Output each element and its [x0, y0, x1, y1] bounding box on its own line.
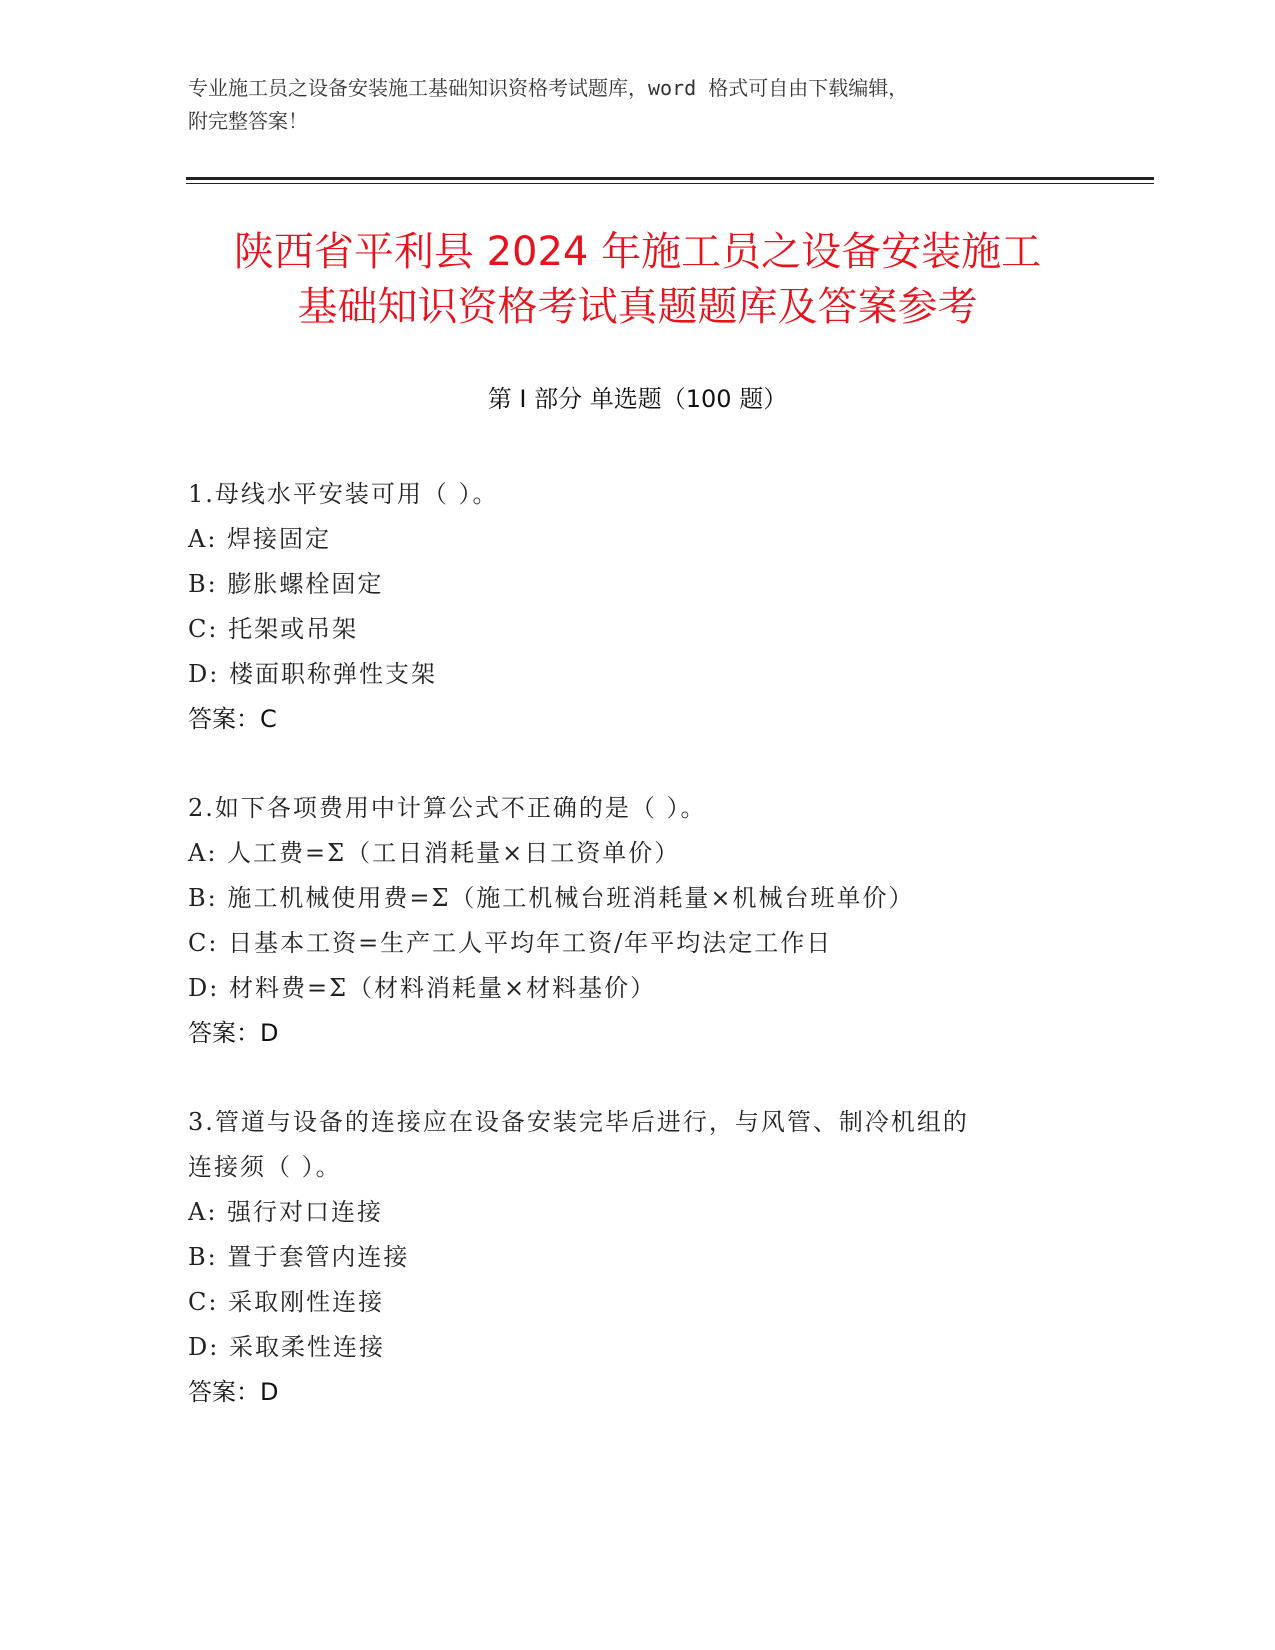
- title-line: 基础知识资格考试真题题库及答案参考: [297, 284, 978, 330]
- option-d: D: 材料费=Σ（材料消耗量×材料基价）: [188, 974, 657, 1002]
- option-b: B: 膨胀螺栓固定: [188, 570, 384, 598]
- option-c: C: 日基本工资=生产工人平均年工资/年平均法定工作日: [188, 929, 833, 957]
- option-b: B: 置于套管内连接: [188, 1243, 410, 1271]
- header-divider-thin: [186, 183, 1154, 184]
- header-note: [188, 72, 1068, 138]
- option-d: D: 楼面职称弹性支架: [188, 660, 437, 688]
- option-a: A: 强行对口连接: [188, 1198, 384, 1226]
- question-stem: 1.母线水平安装可用（ ）。: [188, 480, 499, 508]
- header-note-line: 附完整答案！: [188, 109, 308, 133]
- title-line: 陕西省平利县 2024 年施工员之设备安装施工: [233, 229, 1042, 275]
- option-a: A: 人工费=Σ（工日消耗量×日工资单价）: [188, 839, 681, 867]
- question-stem: 2.如下各项费用中计算公式不正确的是（ ）。: [188, 794, 707, 822]
- question-2: [188, 786, 1088, 1056]
- answer: 答案：D: [188, 1019, 279, 1047]
- question-stem-continued: 连接须（ ）。: [188, 1153, 342, 1181]
- question-3: [188, 1100, 1088, 1415]
- header-divider-thick: [186, 177, 1154, 180]
- option-c: C: 托架或吊架: [188, 615, 359, 643]
- header-note-line: 专业施工员之设备安装施工基础知识资格考试题库，word 格式可自由下载编辑，: [188, 76, 909, 100]
- answer: 答案：C: [188, 705, 277, 733]
- section-heading: 第 I 部分 单选题（100 题）: [487, 385, 788, 413]
- answer: 答案：D: [188, 1378, 279, 1406]
- question-list: [188, 472, 1088, 1459]
- question-stem: 3.管道与设备的连接应在设备安装完毕后进行，与风管、制冷机组的: [188, 1108, 969, 1136]
- option-a: A: 焊接固定: [188, 525, 332, 553]
- option-c: C: 采取刚性连接: [188, 1288, 385, 1316]
- document-title: [150, 225, 1125, 335]
- option-b: B: 施工机械使用费=Σ（施工机械台班消耗量×机械台班单价）: [188, 884, 915, 912]
- question-1: [188, 472, 1088, 742]
- option-d: D: 采取柔性连接: [188, 1333, 385, 1361]
